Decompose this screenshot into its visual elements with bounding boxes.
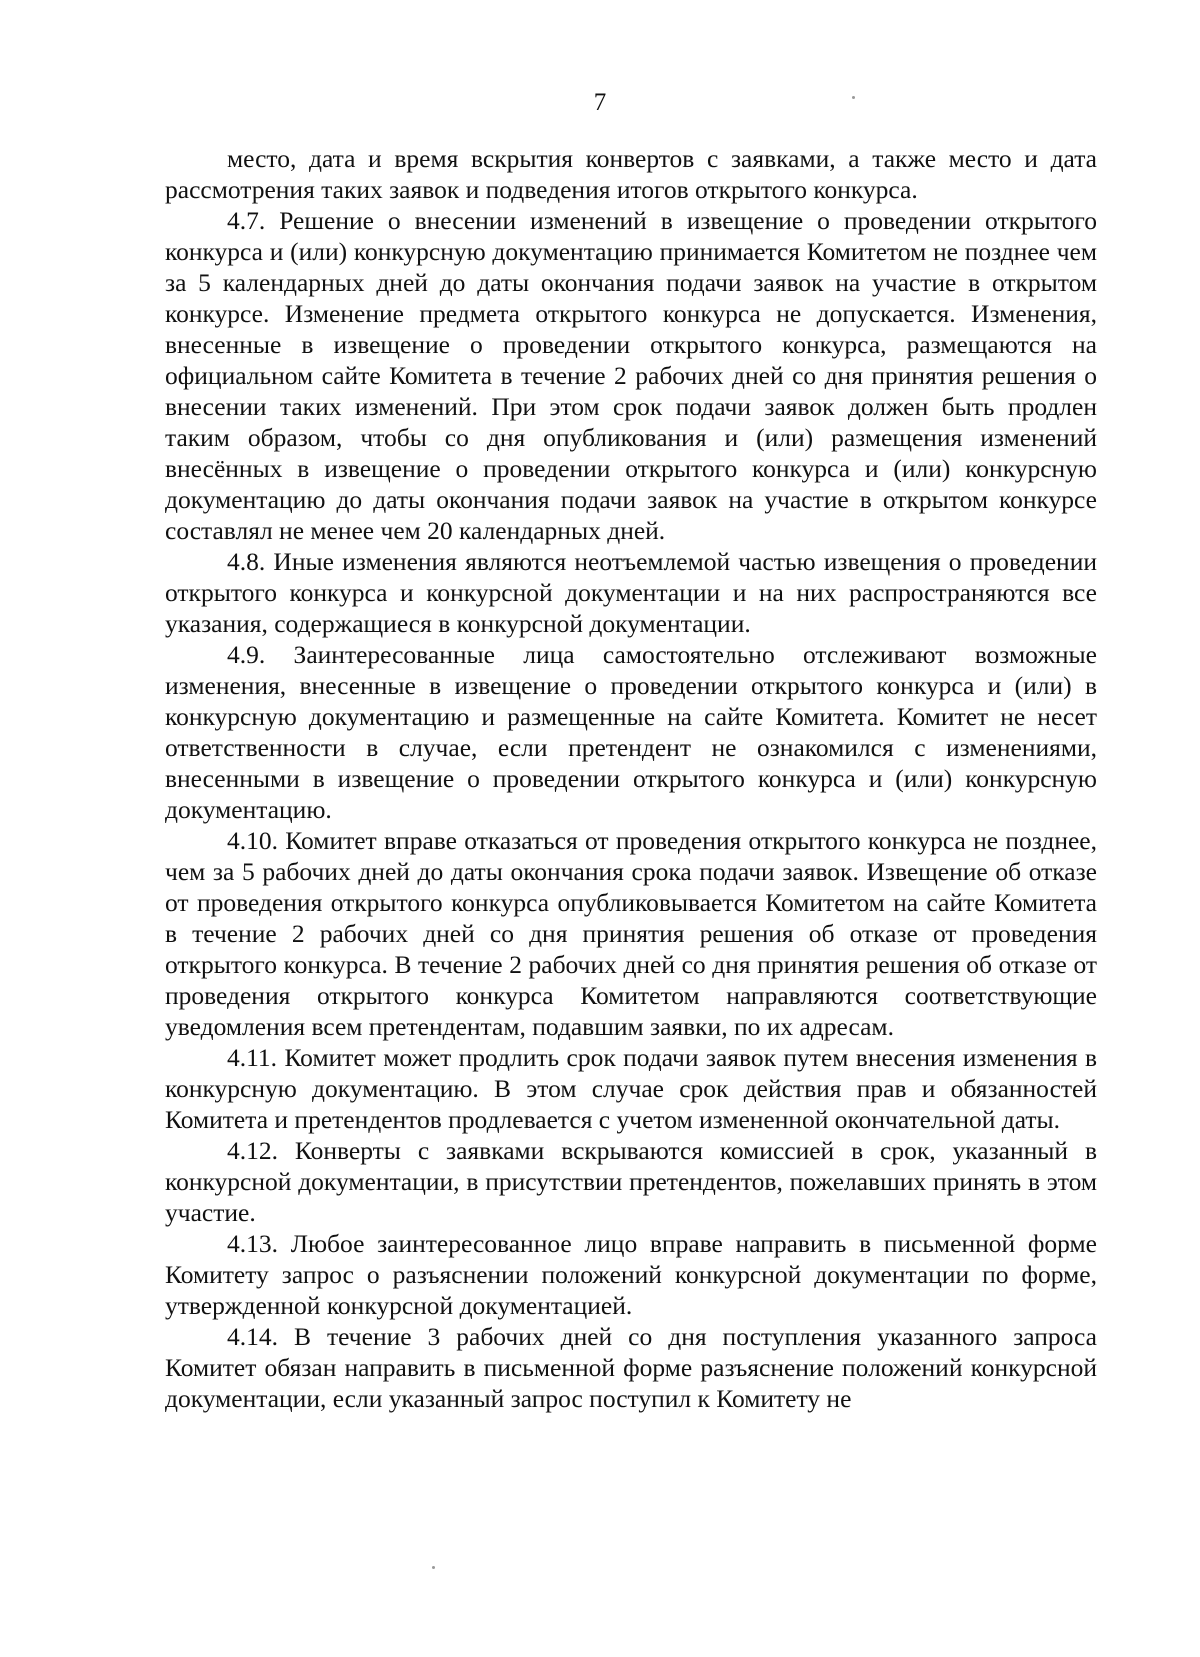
paragraph-4-8: 4.8. Иные изменения являются неотъемлемой частью извещения о проведении открытого конкурса и конкурсной документации и на них распространяются все указания, содержащиеся в конкурсной документации. bbox=[165, 547, 1097, 638]
page-number: 7 bbox=[593, 89, 607, 116]
paragraph-4-9: 4.9. Заинтересованные лица самостоятельно отслеживают возможные изменения, внесенные в извещение о проведении открытого конкурса и (или) в конкурсную документацию и размещенные на сайте Комитета. Комитет не несет ответственности в случае, если претендент не ознакомился с изменениями, внесенными в извещение о проведении открытого конкурса и (или) конкурсную документацию. bbox=[165, 640, 1097, 824]
paragraph-4-10: 4.10. Комитет вправе отказаться от проведения открытого конкурса не позднее, чем за 5 рабочих дней до даты окончания срока подачи заявок. Извещение об отказе от проведения открытого конкурса опубликовывается Комитетом на сайте Комитета в течение 2 рабочих дней со дня принятия решения об отказе от проведения открытого конкурса. В течение 2 рабочих дней со дня принятия решения об отказе от проведения открытого конкурса Комитетом направляются соответствующие уведомления всем претендентам, подавшим заявки, по их адресам. bbox=[165, 826, 1097, 1041]
paragraph-4-11: 4.11. Комитет может продлить срок подачи заявок путем внесения изменения в конкурсную документацию. В этом случае срок действия прав и обязанностей Комитета и претендентов продлевается с учетом измененной окончательной даты. bbox=[165, 1043, 1097, 1134]
scan-speck bbox=[852, 96, 855, 99]
scan-speck bbox=[432, 1566, 435, 1569]
paragraph-continuation: место, дата и время вскрытия конвертов с заявками, а также место и дата рассмотрения таких заявок и подведения итогов открытого конкурса. bbox=[165, 144, 1097, 204]
paragraph-4-12: 4.12. Конверты с заявками вскрываются комиссией в срок, указанный в конкурсной документации, в присутствии претендентов, пожелавших принять в этом участие. bbox=[165, 1136, 1097, 1227]
paragraph-4-14: 4.14. В течение 3 рабочих дней со дня поступления указанного запроса Комитет обязан направить в письменной форме разъяснение положений конкурсной документации, если указанный запрос поступил к Комитету не bbox=[165, 1322, 1097, 1413]
paragraph-4-7: 4.7. Решение о внесении изменений в извещение о проведении открытого конкурса и (или) конкурсную документацию принимается Комитетом не позднее чем за 5 календарных дней до даты окончания подачи заявок на участие в открытом конкурсе. Изменение предмета открытого конкурса не допускается. Изменения, внесенные в извещение о проведении открытого конкурса, размещаются на официальном сайте Комитета в течение 2 рабочих дней со дня принятия решения о внесении таких изменений. При этом срок подачи заявок должен быть продлен таким образом, чтобы со дня опубликования и (или) размещения изменений внесённых в извещение о проведении открытого конкурса и (или) конкурсную документацию до даты окончания подачи заявок на участие в открытом конкурсе составлял не менее чем 20 календарных дней. bbox=[165, 206, 1097, 545]
paragraph-4-13: 4.13. Любое заинтересованное лицо вправе направить в письменной форме Комитету запрос о разъяснении положений конкурсной документации по форме, утвержденной конкурсной документацией. bbox=[165, 1229, 1097, 1320]
document-body bbox=[165, 143, 1097, 1414]
